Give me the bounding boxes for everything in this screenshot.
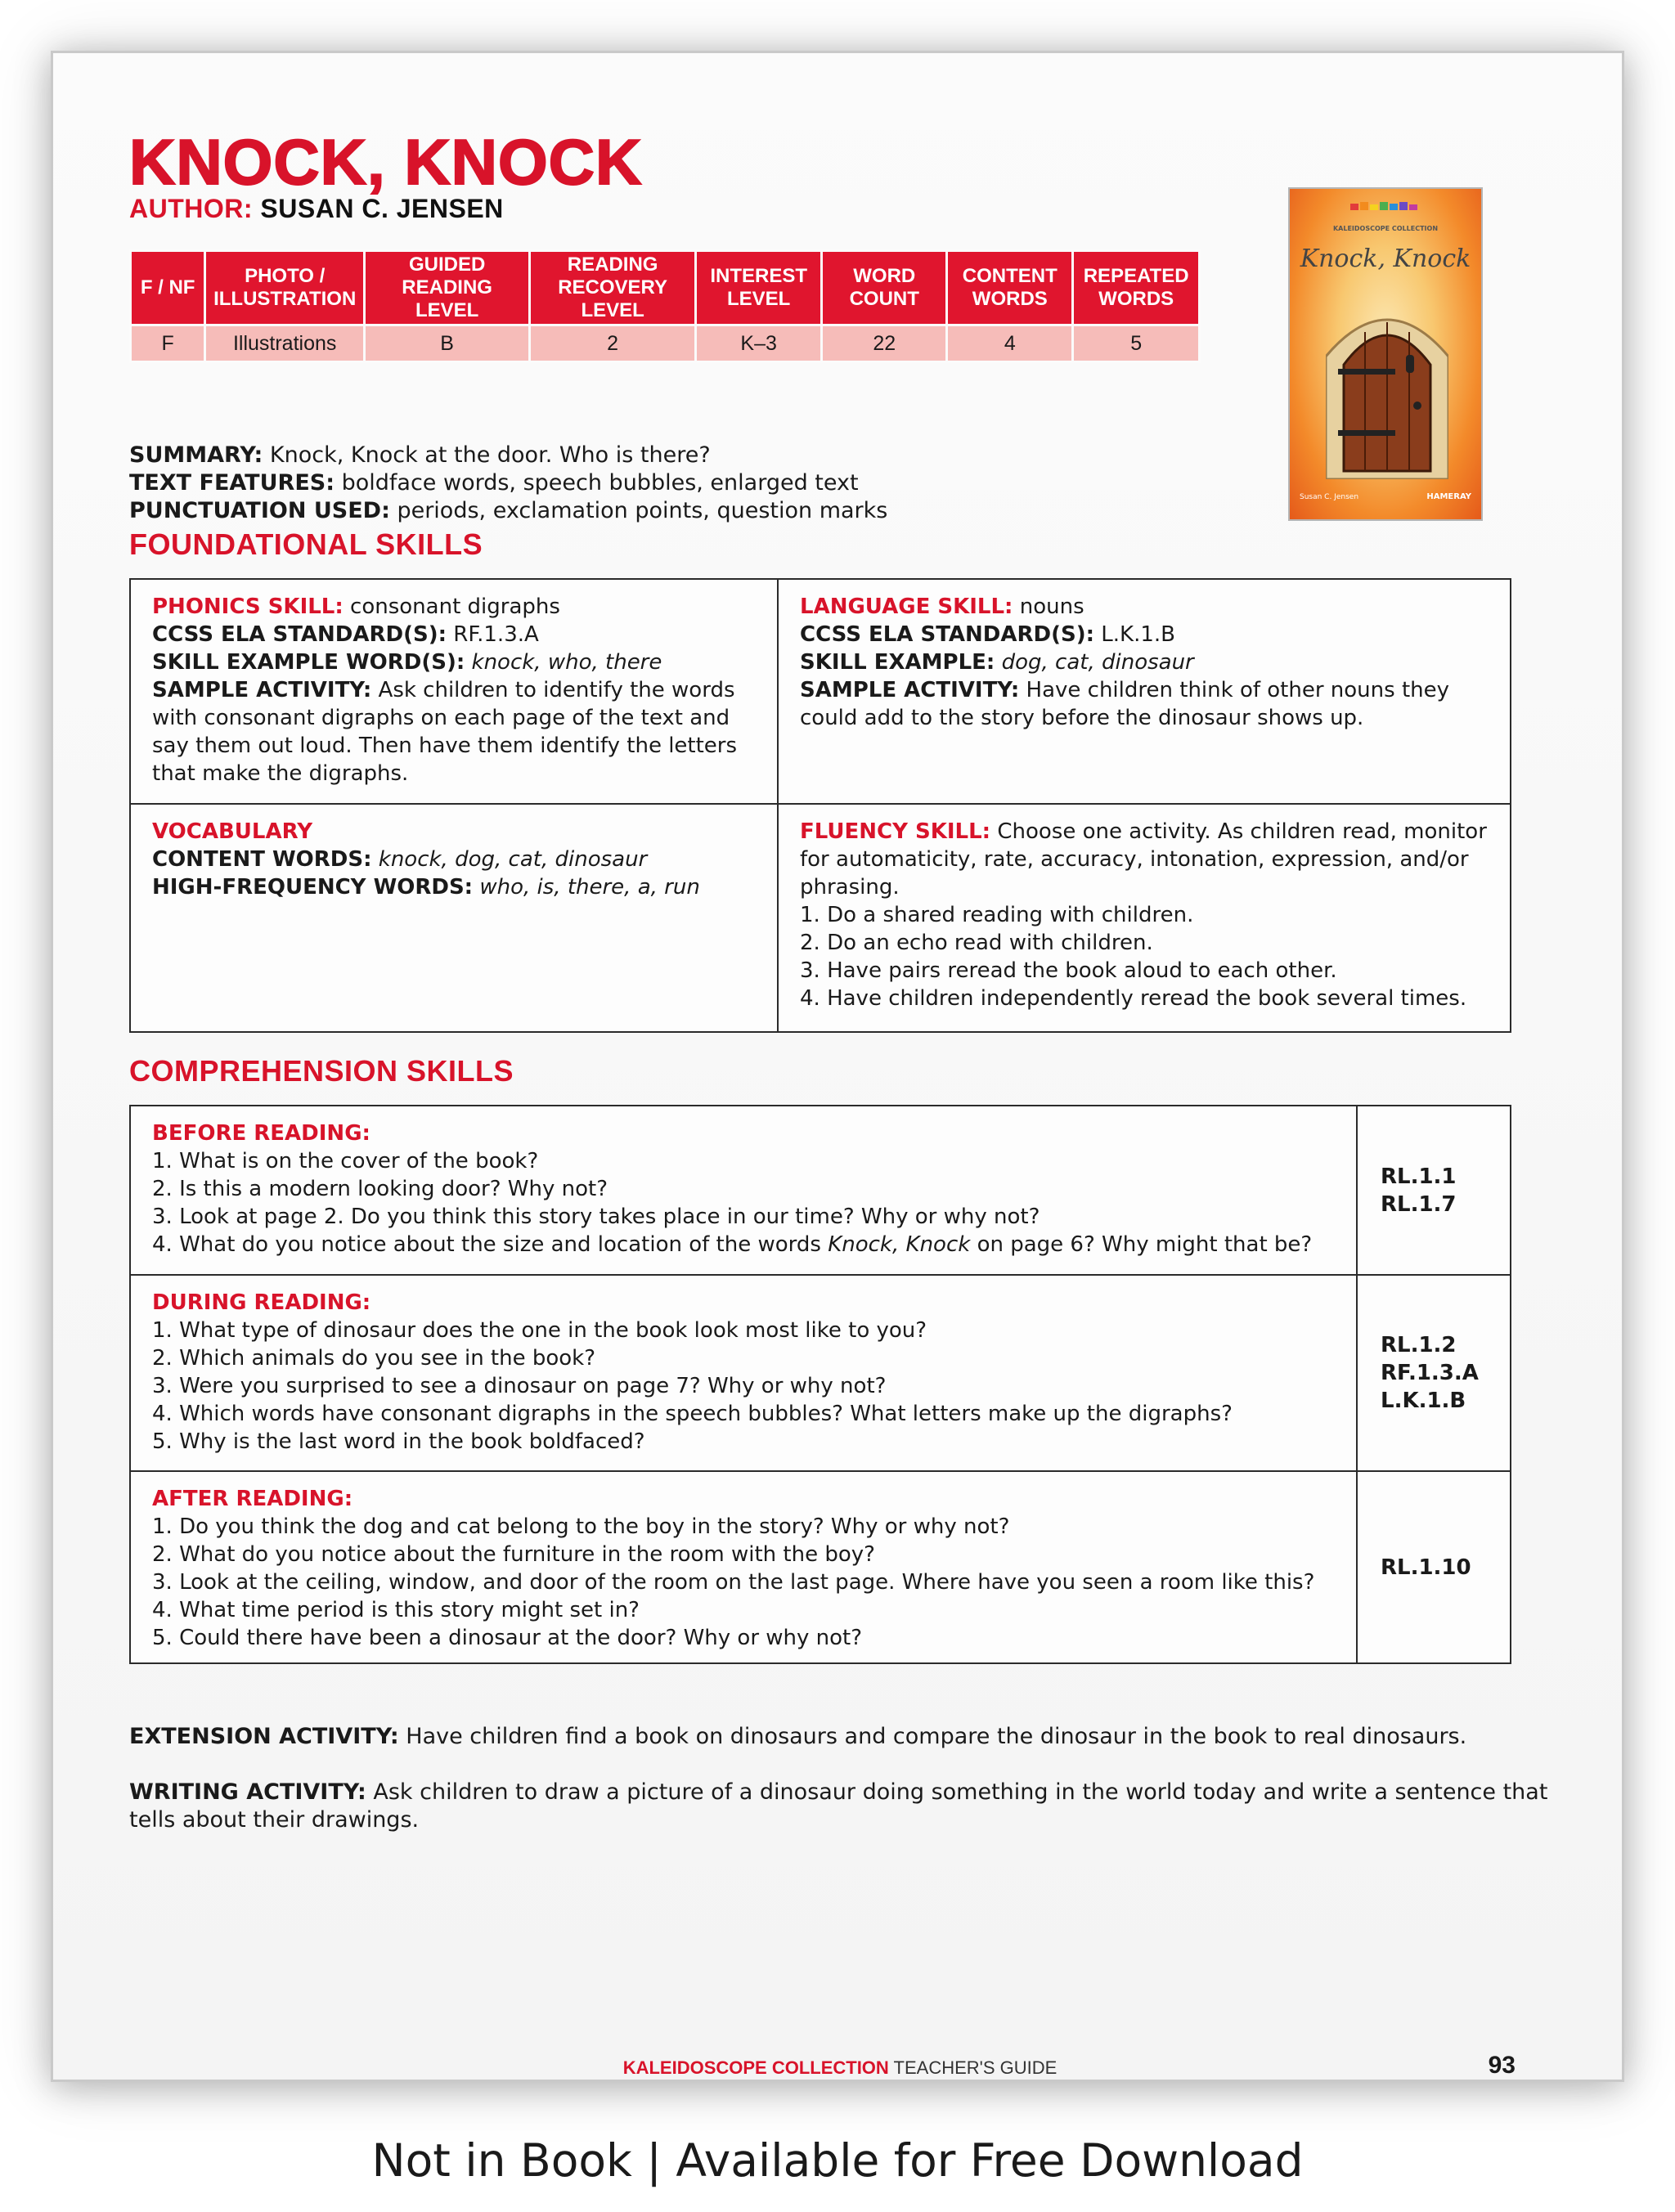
door-illustration <box>1326 299 1448 479</box>
summary-line <box>129 442 887 469</box>
comprehension-skills-table <box>129 1105 1511 1664</box>
question-item <box>152 1231 1335 1259</box>
foundational-skills-grid <box>129 578 1511 1033</box>
stats-value: 2 <box>530 325 696 362</box>
stats-header: INTEREST LEVEL <box>696 251 822 325</box>
writing-label: WRITING ACTIVITY: <box>129 1779 366 1805</box>
stats-header: PHOTO / ILLUSTRATION <box>205 251 365 325</box>
phonics-example-value: knock, who, there <box>465 650 662 675</box>
stats-header: READING RECOVERY LEVEL <box>530 251 696 325</box>
comprehension-skills-heading: COMPREHENSION SKILLS <box>129 1054 514 1088</box>
question-item: 2. Is this a modern looking door? Why not? <box>152 1177 608 1201</box>
fluency-value: Choose one activity. As children read, monitor for automaticity, rate, accuracy, intonation, expression, and/or phrasing. <box>800 819 1487 900</box>
stats-value: 5 <box>1073 325 1200 362</box>
fluency-skill-cell <box>779 805 1510 1025</box>
during-reading-standards <box>1358 1276 1510 1470</box>
writing-text: Ask children to draw a picture of a dinosaur doing something in the world today and write a sentence that tells about their drawings. <box>129 1779 1548 1833</box>
standard-code: L.K.1.B <box>1381 1389 1466 1413</box>
stats-value: 4 <box>947 325 1073 362</box>
language-skill-cell <box>779 580 1510 745</box>
question-item: 1. What is on the cover of the book? <box>152 1149 539 1173</box>
standard-code: RL.1.2 <box>1381 1333 1457 1357</box>
cover-series: KALEIDOSCOPE COLLECTION <box>1332 225 1439 232</box>
author-name: SUSAN C. JENSEN <box>260 194 504 223</box>
language-activity-label: SAMPLE ACTIVITY: <box>800 678 1020 702</box>
question-item: 3. Look at the ceiling, window, and door of the room on the last page. Where have you seen a room like this? <box>152 1570 1315 1595</box>
phonics-activity-label: SAMPLE ACTIVITY: <box>152 678 372 702</box>
book-summary <box>129 442 887 525</box>
phonics-skill-cell <box>131 580 777 801</box>
stats-header: GUIDED READING LEVEL <box>365 251 530 325</box>
high-frequency-words-value: who, is, there, a, run <box>473 875 700 900</box>
phonics-standard-label: CCSS ELA STANDARD(S): <box>152 622 447 647</box>
summary-label: SUMMARY: <box>129 442 263 468</box>
before-reading-standards <box>1358 1106 1510 1274</box>
language-standard-label: CCSS ELA STANDARD(S): <box>800 622 1095 647</box>
fluency-item: 2. Do an echo read with children. <box>800 931 1153 955</box>
punctuation-text: periods, exclamation points, question marks <box>389 498 888 523</box>
question-item: 4. What time period is this story might set in? <box>152 1598 640 1622</box>
stats-value: B <box>365 325 530 362</box>
vocabulary-cell <box>131 805 777 914</box>
question-text: 4. What do you notice about the size and location of the words <box>152 1232 829 1257</box>
after-reading-cell <box>131 1472 1356 1665</box>
punctuation-label: PUNCTUATION USED: <box>129 498 390 523</box>
book-stats-table <box>129 249 1201 363</box>
standard-code: RF.1.3.A <box>1381 1361 1479 1385</box>
question-item: 1. What type of dinosaur does the one in the book look most like to you? <box>152 1318 927 1343</box>
standard-code: RL.1.10 <box>1381 1555 1471 1580</box>
before-reading-label: BEFORE READING: <box>152 1121 370 1146</box>
page-footer <box>53 2057 1627 2079</box>
during-reading-label: DURING READING: <box>152 1290 371 1315</box>
kaleidoscope-logo <box>1339 200 1437 225</box>
author-label: AUTHOR: <box>129 194 254 223</box>
stats-header: CONTENT WORDS <box>947 251 1073 325</box>
cover-author: Susan C. Jensen <box>1300 493 1359 501</box>
high-frequency-words-label: HIGH-FREQUENCY WORDS: <box>152 875 474 900</box>
after-reading-label: AFTER READING: <box>152 1487 353 1511</box>
footer-guide: TEACHER'S GUIDE <box>888 2057 1058 2078</box>
question-item: 2. What do you notice about the furniture in the room with the boy? <box>152 1542 875 1567</box>
question-item: 2. Which animals do you see in the book? <box>152 1346 596 1371</box>
standard-code: RL.1.7 <box>1381 1191 1457 1217</box>
language-example-label: SKILL EXAMPLE: <box>800 650 995 675</box>
summary-text: Knock, Knock at the door. Who is there? <box>263 442 711 468</box>
book-cover-image <box>1288 187 1483 521</box>
text-features-line <box>129 469 887 497</box>
language-example-value: dog, cat, dinosaur <box>995 650 1194 675</box>
before-reading-cell <box>131 1106 1356 1272</box>
download-notice: Not in Book | Available for Free Download <box>371 2134 1304 2187</box>
question-item: 5. Why is the last word in the book boldfaced? <box>152 1429 645 1454</box>
extension-label: EXTENSION ACTIVITY: <box>129 1724 399 1749</box>
book-title-italic: Knock, Knock <box>828 1232 971 1257</box>
language-label: LANGUAGE SKILL: <box>800 595 1013 619</box>
stats-header: REPEATED WORDS <box>1073 251 1200 325</box>
stats-value: K–3 <box>696 325 822 362</box>
question-item: 4. Which words have consonant digraphs in the speech bubbles? What letters make up the digraphs? <box>152 1402 1233 1426</box>
question-item: 3. Look at page 2. Do you think this story takes place in our time? Why or why not? <box>152 1205 1040 1229</box>
stats-header-row <box>131 251 1200 325</box>
question-item: 1. Do you think the dog and cat belong to the boy in the story? Why or why not? <box>152 1514 1010 1539</box>
question-item: 3. Were you surprised to see a dinosaur on page 7? Why or why not? <box>152 1374 887 1398</box>
stats-header: F / NF <box>131 251 205 325</box>
text-features-label: TEXT FEATURES: <box>129 470 335 496</box>
foundational-skills-heading: FOUNDATIONAL SKILLS <box>129 527 483 561</box>
text-features-text: boldface words, speech bubbles, enlarged text <box>335 470 859 496</box>
standard-code: RL.1.1 <box>1381 1164 1457 1189</box>
language-standard-value: L.K.1.B <box>1094 622 1175 647</box>
content-words-label: CONTENT WORDS: <box>152 847 372 872</box>
extension-activity <box>129 1723 1569 1751</box>
fluency-label: FLUENCY SKILL: <box>800 819 991 844</box>
vocabulary-label: VOCABULARY <box>152 819 313 844</box>
author-line <box>129 194 504 224</box>
punctuation-line <box>129 497 887 525</box>
fluency-item: 3. Have pairs reread the book aloud to each other. <box>800 958 1337 983</box>
content-words-value: knock, dog, cat, dinosaur <box>371 847 648 872</box>
fluency-item: 4. Have children independently reread the book several times. <box>800 986 1467 1011</box>
stats-value: Illustrations <box>205 325 365 362</box>
writing-activity <box>129 1779 1569 1834</box>
phonics-label: PHONICS SKILL: <box>152 595 344 619</box>
phonics-activity-value: Ask children to identify the words with consonant digraphs on each page of the text and say them out loud. Then have them identify the letters that make the digraphs. <box>152 678 738 786</box>
stats-value: 22 <box>822 325 947 362</box>
page-number: 93 <box>1488 2052 1516 2079</box>
stats-header: WORD COUNT <box>822 251 947 325</box>
extension-text: Have children find a book on dinosaurs and compare the dinosaur in the book to real dinosaurs. <box>398 1724 1467 1749</box>
book-title: KNOCK, KNOCK <box>129 126 643 198</box>
language-activity-value: Have children think of other nouns they could add to the story before the dinosaur shows up. <box>800 678 1450 730</box>
page <box>51 51 1624 2082</box>
phonics-example-label: SKILL EXAMPLE WORD(S): <box>152 650 465 675</box>
question-text: on page 6? Why might that be? <box>970 1232 1313 1257</box>
question-item: 5. Could there have been a dinosaur at the door? Why or why not? <box>152 1626 863 1650</box>
phonics-value: consonant digraphs <box>343 595 560 619</box>
stats-value-row <box>131 325 1200 362</box>
stats-value: F <box>131 325 205 362</box>
phonics-standard-value: RF.1.3.A <box>447 622 539 647</box>
language-value: nouns <box>1013 595 1084 619</box>
during-reading-cell <box>131 1276 1356 1469</box>
fluency-item: 1. Do a shared reading with children. <box>800 903 1194 927</box>
footer-brand: KALEIDOSCOPE COLLECTION <box>622 2057 889 2078</box>
cover-title: Knock, Knock <box>1300 245 1471 273</box>
after-reading-standards <box>1358 1472 1510 1662</box>
cover-publisher: HAMERAY <box>1426 492 1471 501</box>
